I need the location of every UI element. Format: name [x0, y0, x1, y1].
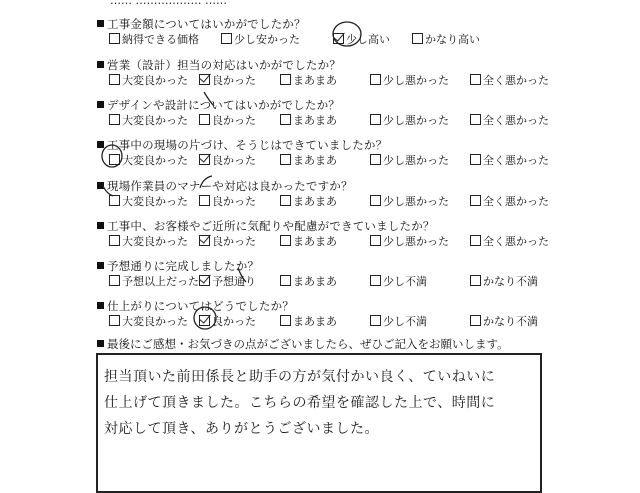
bullet-square-icon	[97, 302, 104, 309]
checkbox-icon	[470, 114, 481, 125]
option-q7-2[interactable]: 予想通り	[199, 273, 256, 289]
checkbox-icon	[370, 114, 381, 125]
checkbox-icon	[280, 195, 291, 206]
option-q2-3[interactable]: まあまあ	[280, 72, 337, 88]
option-q5-3[interactable]: まあまあ	[280, 193, 337, 209]
checkbox-icon	[412, 33, 423, 44]
bullet-square-icon	[97, 20, 104, 27]
checkbox-icon	[470, 154, 481, 165]
question-1-options	[0, 31, 640, 45]
option-q1-2[interactable]: 少し安かった	[221, 31, 300, 47]
bullet-square-icon	[97, 222, 104, 229]
option-q5-5[interactable]: 全く悪かった	[470, 193, 549, 209]
checkbox-icon	[280, 114, 291, 125]
option-q1-1[interactable]: 納得できる価格	[109, 31, 199, 47]
checkbox-icon	[199, 114, 210, 125]
bullet-square-icon	[97, 340, 104, 347]
checkbox-icon	[221, 33, 232, 44]
question-2-options	[0, 72, 640, 86]
option-q6-5[interactable]: 全く悪かった	[470, 233, 549, 249]
question-2-title: 営業（設計）担当の対応はいかがでしたか？	[97, 57, 341, 73]
checkbox-icon	[280, 74, 291, 85]
checkbox-icon	[280, 235, 291, 246]
question-7-options	[0, 273, 640, 287]
checkbox-icon	[109, 275, 120, 286]
option-q4-1[interactable]: 大変良かった	[109, 152, 188, 168]
option-q1-3[interactable]: 少し高い	[333, 31, 390, 47]
question-8-title: 仕上がりについてはどうでしたか？	[97, 298, 294, 314]
checkbox-icon	[109, 315, 120, 326]
bullet-square-icon	[97, 262, 104, 269]
checkbox-checked-icon	[199, 154, 210, 165]
checkbox-icon	[470, 74, 481, 85]
checkbox-checked-icon	[199, 275, 210, 286]
option-q5-2[interactable]: 良かった	[199, 193, 256, 209]
option-q5-1[interactable]: 大変良かった	[109, 193, 188, 209]
option-q8-1[interactable]: 大変良かった	[109, 313, 188, 329]
question-3-title: デザインや設計についてはいかがでしたか？	[97, 97, 340, 113]
question-5-title: 現場作業員のマナーや対応は良かったですか？	[97, 178, 353, 194]
checkbox-icon	[109, 154, 120, 165]
checkbox-icon	[470, 195, 481, 206]
comment-line-3: 対応して頂き、ありがとうございました。	[104, 421, 379, 437]
bullet-square-icon	[97, 141, 104, 148]
comment-line-1: 担当頂いた前田係長と助手の方が気付かい良く、ていねいに	[104, 369, 496, 385]
option-q6-3[interactable]: まあまあ	[280, 233, 337, 249]
option-q2-1[interactable]: 大変良かった	[109, 72, 188, 88]
question-7-title: 予想通りに完成しましたか？	[97, 258, 259, 274]
option-q4-5[interactable]: 全く悪かった	[470, 152, 549, 168]
checkbox-icon	[109, 235, 120, 246]
option-q4-3[interactable]: まあまあ	[280, 152, 337, 168]
checkbox-icon	[280, 154, 291, 165]
checkbox-icon	[370, 74, 381, 85]
bullet-square-icon	[97, 101, 104, 108]
option-q6-1[interactable]: 大変良かった	[109, 233, 188, 249]
checkbox-icon	[109, 74, 120, 85]
option-q3-3[interactable]: まあまあ	[280, 112, 337, 128]
option-q3-4[interactable]: 少し悪かった	[370, 112, 449, 128]
question-8-options	[0, 313, 640, 327]
top-cut-text: …… ……………… ……	[110, 0, 227, 7]
option-q8-2[interactable]: 良かった	[199, 313, 256, 329]
bullet-square-icon	[97, 182, 104, 189]
checkbox-checked-icon	[333, 33, 344, 44]
option-q2-4[interactable]: 少し悪かった	[370, 72, 449, 88]
option-q7-3[interactable]: まあまあ	[280, 273, 337, 289]
checkbox-checked-icon	[199, 315, 210, 326]
option-q4-4[interactable]: 少し悪かった	[370, 152, 449, 168]
option-q8-4[interactable]: 少し不満	[370, 313, 427, 329]
option-q3-5[interactable]: 全く悪かった	[470, 112, 549, 128]
checkbox-icon	[109, 33, 120, 44]
option-q8-5[interactable]: かなり不満	[470, 313, 538, 329]
question-3-options	[0, 112, 640, 126]
option-q3-2[interactable]: 良かった	[199, 112, 256, 128]
option-q6-4[interactable]: 少し悪かった	[370, 233, 449, 249]
comment-line-2: 仕上げて頂きました。こちらの希望を確認した上で、時間に	[104, 395, 496, 411]
checkbox-icon	[470, 275, 481, 286]
checkbox-icon	[370, 315, 381, 326]
checkbox-checked-icon	[199, 74, 210, 85]
question-6-options	[0, 233, 640, 247]
option-q7-1[interactable]: 予想以上だった	[109, 273, 199, 289]
final-prompt: 最後にご感想・お気づきの点がございましたら、ぜひご記入をお願いします。	[97, 336, 509, 352]
checkbox-icon	[199, 195, 210, 206]
checkbox-icon	[370, 195, 381, 206]
question-4-options	[0, 152, 640, 166]
checkbox-icon	[370, 275, 381, 286]
option-q4-2[interactable]: 良かった	[199, 152, 256, 168]
question-6-title: 工事中、お客様やご近所に気配りや配慮ができていましたか？	[97, 218, 435, 234]
option-q6-2[interactable]: 良かった	[199, 233, 256, 249]
checkbox-icon	[280, 275, 291, 286]
checkbox-icon	[370, 235, 381, 246]
checkbox-checked-icon	[199, 235, 210, 246]
option-q2-2[interactable]: 良かった	[199, 72, 256, 88]
checkbox-icon	[109, 114, 120, 125]
checkbox-icon	[470, 235, 481, 246]
checkbox-icon	[370, 154, 381, 165]
question-4-title: 工事中の現場の片づけ、そうじはできていましたか？	[97, 137, 387, 153]
option-q7-4[interactable]: 少し不満	[370, 273, 427, 289]
option-q2-5[interactable]: 全く悪かった	[470, 72, 549, 88]
option-q5-4[interactable]: 少し悪かった	[370, 193, 449, 209]
option-q7-5[interactable]: かなり不満	[470, 273, 538, 289]
option-q3-1[interactable]: 大変良かった	[109, 112, 188, 128]
question-1-title: 工事金額についてはいかがでしたか？	[97, 16, 306, 32]
question-5-options	[0, 193, 640, 207]
checkbox-icon	[280, 315, 291, 326]
option-q8-3[interactable]: まあまあ	[280, 313, 337, 329]
option-q1-4[interactable]: かなり高い	[412, 31, 480, 47]
checkbox-icon	[109, 195, 120, 206]
bullet-square-icon	[97, 61, 104, 68]
checkbox-icon	[470, 315, 481, 326]
